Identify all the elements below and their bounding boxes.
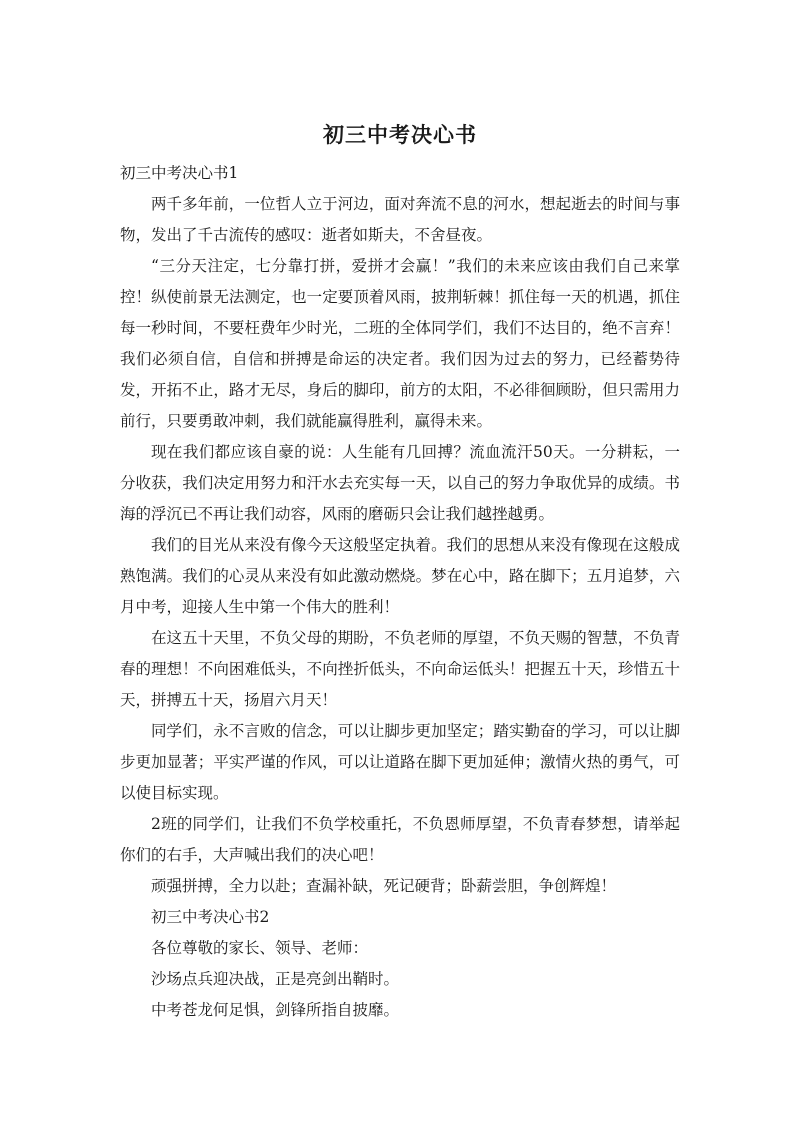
section-heading-1: 初三中考决心书1 [120, 164, 239, 182]
paragraph: 在这五十天里，不负父母的期盼，不负老师的厚望，不负天赐的智慧，不负青春的理想！不向困难低头，不向挫折低头，不向命运低头！把握五十天，珍惜五十天，拼搏五十天，扬眉六月天！ [120, 629, 680, 709]
paragraph: 我们的目光从来没有像今天这般坚定执着。我们的思想从来没有像现在这般成熟饱满。我们的心灵从来没有如此激动燃烧。梦在心中，路在脚下；五月追梦，六月中考，迎接人生中第一个伟大的胜利！ [120, 536, 680, 616]
document-body [120, 158, 680, 1026]
paragraph: 两千多年前，一位哲人立于河边，面对奔流不息的河水，想起逝去的时间与事物，发出了千古流传的感叹：逝者如斯夫，不舍昼夜。 [120, 195, 680, 244]
paragraph: 同学们，永不言败的信念，可以让脚步更加坚定；踏实勤奋的学习，可以让脚步更加显著；平实严谨的作风，可以让道路在脚下更加延伸；激情火热的勇气，可以使目标实现。 [120, 722, 680, 802]
paragraph: 现在我们都应该自豪的说：人生能有几回搏？流血流汗50天。一分耕耘，一分收获，我们决定用努力和汗水去充实每一天，以自己的努力争取优异的成绩。书海的浮沉已不再让我们动容，风雨的磨砺只会让我们越挫越勇。 [120, 443, 680, 523]
paragraph: 2班的同学们，让我们不负学校重托，不负恩师厚望，不负青春梦想，请举起你们的右手，大声喊出我们的决心吧！ [120, 815, 680, 864]
salutation: 各位尊敬的家长、领导、老师： [151, 939, 369, 957]
verse-line: 中考苍龙何足惧，剑锋所指自披靡。 [151, 1001, 400, 1019]
paragraph: “三分天注定，七分靠打拼，爱拼才会赢！”我们的未来应该由我们自己来掌控！纵使前景无法测定，也一定要顶着风雨，披荆斩棘！抓住每一天的机遇，抓住每一秒时间，不要枉费年少时光，二班的全体同学们，我们不达目的，绝不言弃！我们必须自信，自信和拼搏是命运的决定者。我们因为过去的努力，已经蓄势待发，开拓不止，路才无尽，身后的脚印，前方的太阳，不必徘徊顾盼，但只需用力前行，只要勇敢冲刺，我们就能赢得胜利，赢得未来。 [120, 257, 680, 430]
verse-line: 沙场点兵迎决战，正是亮剑出鞘时。 [151, 970, 400, 988]
section-heading-2: 初三中考决心书2 [151, 908, 270, 926]
document-title: 初三中考决心书 [323, 123, 477, 147]
paragraph: 顽强拼搏，全力以赴；查漏补缺，死记硬背；卧薪尝胆，争创辉煌！ [151, 877, 617, 895]
